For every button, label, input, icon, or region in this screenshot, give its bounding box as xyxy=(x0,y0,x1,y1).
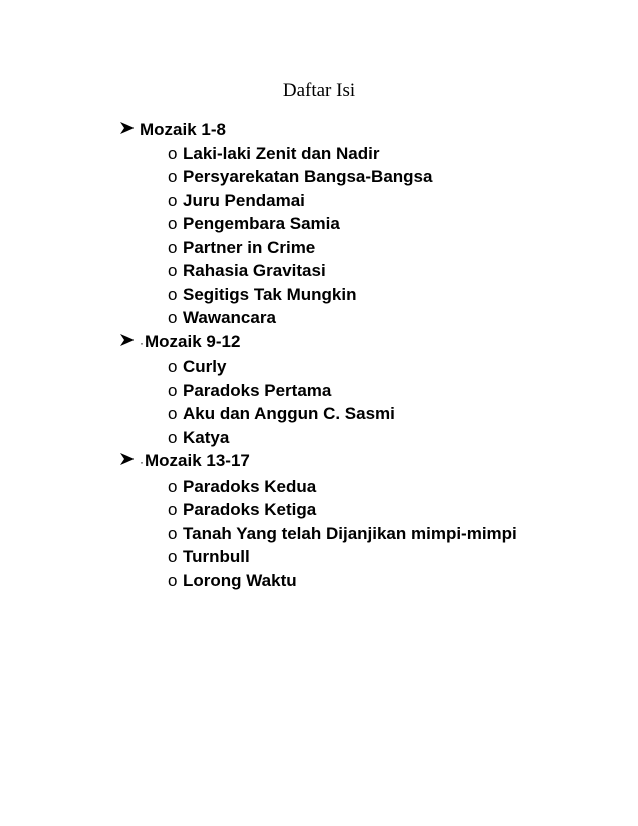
item-label: Turnbull xyxy=(183,547,250,566)
list-item xyxy=(119,522,579,546)
list-item xyxy=(119,569,579,593)
item-label: Aku dan Anggun C. Sasmi xyxy=(183,404,395,423)
item-label: Paradoks Ketiga xyxy=(183,500,317,519)
circle-bullet-icon: o xyxy=(168,143,178,163)
item-label: Juru Pendamai xyxy=(183,190,305,210)
page-title: Daftar Isi xyxy=(282,80,356,101)
list-item xyxy=(119,236,579,260)
circle-bullet-icon: o xyxy=(168,570,178,590)
list-item xyxy=(119,283,579,307)
circle-bullet-icon: o xyxy=(168,523,178,543)
circle-bullet-icon: o xyxy=(168,547,178,566)
circle-bullet-icon: o xyxy=(168,308,178,327)
item-label: Persyarekatan Bangsa-Bangsa xyxy=(183,167,433,186)
item-label: Segitigs Tak Mungkin xyxy=(183,284,357,304)
dot-marker-icon: · xyxy=(140,455,144,469)
section-label: Mozaik 1-8 xyxy=(140,120,226,139)
list-item xyxy=(119,545,579,569)
list-item xyxy=(119,189,579,213)
circle-bullet-icon: o xyxy=(168,261,178,280)
item-label: Pengembara Samia xyxy=(183,214,340,233)
circle-bullet-icon: o xyxy=(168,380,178,400)
circle-bullet-icon: o xyxy=(168,190,178,210)
list-item xyxy=(119,402,579,426)
list-item xyxy=(119,165,579,189)
circle-bullet-icon: o xyxy=(168,214,178,233)
circle-bullet-icon: o xyxy=(168,476,178,496)
item-label: Tanah Yang telah Dijanjikan mimpi-mimpi xyxy=(183,523,517,543)
section-items xyxy=(119,355,579,449)
list-item xyxy=(119,355,579,379)
circle-bullet-icon: o xyxy=(168,427,178,447)
list-item xyxy=(119,379,579,403)
list-item xyxy=(119,212,579,236)
item-label: Partner in Crime xyxy=(183,237,316,257)
section-label: Mozaik 9-12 xyxy=(145,331,241,351)
list-item xyxy=(119,426,579,450)
circle-bullet-icon: o xyxy=(168,357,178,376)
table-of-contents xyxy=(119,118,579,592)
list-item xyxy=(119,259,579,283)
section-label: Mozaik 13-17 xyxy=(145,451,250,470)
section-heading xyxy=(119,330,579,356)
list-item xyxy=(119,142,579,166)
circle-bullet-icon: o xyxy=(168,237,178,257)
toc-section xyxy=(119,118,579,330)
section-items xyxy=(119,142,579,330)
arrow-bullet-icon xyxy=(119,333,140,347)
list-item xyxy=(119,306,579,330)
item-label: Lorong Waktu xyxy=(183,570,297,590)
item-label: Curly xyxy=(183,357,227,376)
circle-bullet-icon: o xyxy=(168,284,178,304)
item-label: Katya xyxy=(183,427,230,447)
item-label: Rahasia Gravitasi xyxy=(183,261,326,280)
section-heading xyxy=(119,449,579,475)
circle-bullet-icon: o xyxy=(168,500,178,519)
circle-bullet-icon: o xyxy=(168,404,178,423)
list-item xyxy=(119,475,579,499)
arrow-bullet-icon xyxy=(119,121,140,135)
dot-marker-icon: · xyxy=(140,335,144,350)
arrow-bullet-icon xyxy=(119,452,140,466)
item-label: Wawancara xyxy=(183,308,276,327)
toc-section xyxy=(119,449,579,592)
item-label: Paradoks Pertama xyxy=(183,380,332,400)
circle-bullet-icon: o xyxy=(168,167,178,186)
section-heading xyxy=(119,118,579,142)
toc-section xyxy=(119,330,579,450)
item-label: Laki-laki Zenit dan Nadir xyxy=(183,143,380,163)
item-label: Paradoks Kedua xyxy=(183,476,317,496)
list-item xyxy=(119,498,579,522)
section-items xyxy=(119,475,579,593)
